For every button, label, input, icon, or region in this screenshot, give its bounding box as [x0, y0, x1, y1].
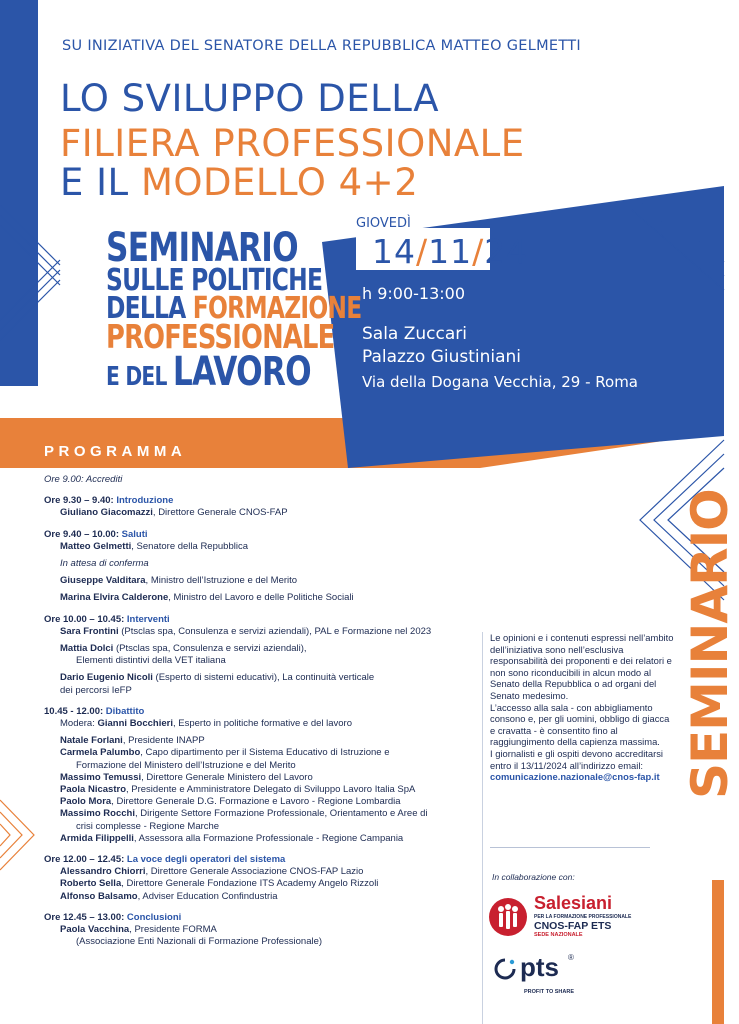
speaker-role: , Ministro del Lavoro e delle Politiche Sociali [168, 592, 354, 604]
left-blue-band [0, 0, 38, 386]
salesiani-wordmark: Salesiani [534, 893, 613, 913]
venue-room: Sala Zuccari [362, 324, 467, 344]
accreditation-text: I giornalisti e gli ospiti devono accreditarsi entro il 13/11/2024 all’indirizzo email: [490, 747, 664, 771]
speaker-name: Paola Nicastro [60, 784, 126, 796]
block-time: Ore 9.40 – 10.00: [44, 528, 122, 540]
block-time: 10.45 - 12.00: [44, 705, 106, 717]
seminar-line-5-a: E DEL [106, 362, 173, 392]
speaker-role-cont: Formazione del Ministero dell’Istruzione e del Merito [76, 759, 296, 771]
date-month: 11 [428, 232, 473, 271]
block-time: Ore 12.45 – 13.00: [44, 911, 127, 923]
vertical-seminario: SEMINARIO [681, 489, 739, 799]
speaker-role: , Senatore della Repubblica [131, 540, 248, 552]
date-slash-1: / [416, 232, 429, 271]
venue-address: Via della Dogana Vecchia, 29 - Roma [362, 373, 638, 391]
moderator-label: Modera: [60, 718, 98, 730]
date-year: 24 [484, 232, 529, 271]
pts-tagline: PROFIT TO SHARE [524, 989, 575, 995]
speaker-role: , Direttore Generale Associazione CNOS-FAP Lazio [145, 866, 364, 878]
program-block-interventi [44, 614, 474, 697]
disclaimer-text: Le opinioni e i contenuti espressi nell’ambito dell’iniziativa sono nell’esclusiva responsabilità dei proponenti e dei relatori e non sono riconducibili in alcun modo al Senato della Repubblica o ad organi del Senato medesimo. [490, 632, 674, 701]
block-topic: La voce degli operatori del sistema [126, 854, 286, 866]
speaker-role: , Assessora alla Formazione Professionale - Regione Campania [133, 832, 404, 844]
title-line-2: FILIERA PROFESSIONALE [60, 122, 525, 165]
access-text: L’accesso alla sala - con abbigliamento consono e, per gli uomini, obbligo di giacca e cravatta - è consentito fino al raggiungimento della capienza massima. [490, 701, 670, 748]
left-orange-lines [0, 800, 34, 870]
event-time: h 9:00-13:00 [362, 284, 466, 303]
program-block-dibattito [44, 706, 474, 845]
speaker-name: Massimo Rocchi [60, 808, 135, 820]
speaker-role: , Direttore Generale Ministero del Lavoro [141, 771, 313, 783]
block-time: Ore 9.30 – 9.40: [44, 495, 117, 507]
sidebar-separator [490, 847, 650, 848]
sidebar-info [490, 632, 676, 783]
sede-label: SEDE NAZIONALE [534, 932, 583, 938]
pending-confirmation: In attesa di conferma [60, 558, 149, 570]
pts-mark-icon [494, 958, 516, 980]
speaker-role: , Presidente FORMA [129, 924, 217, 936]
title-line-3-a: E IL [60, 161, 141, 204]
block-topic: Conclusioni [126, 911, 182, 923]
block-topic: Interventi [126, 613, 170, 625]
speaker-role: , Direttore Generale D.G. Formazione e Lavoro - Regione Lombardia [111, 796, 401, 808]
block-topic: Dibattito [105, 705, 145, 717]
weekday: GIOVEDÌ [356, 216, 411, 231]
seminar-line-1: SEMINARIO [106, 225, 298, 271]
pts-wordmark: pts [520, 952, 559, 982]
program-heading: PROGRAMMA [44, 443, 187, 460]
title-line-3-b: MODELLO 4+2 [140, 161, 419, 204]
initiative-line: SU INIZIATIVA DEL SENATORE DELLA REPUBBLICA MATTEO GELMETTI [62, 38, 581, 54]
seminar-line-3-a: DELLA [106, 291, 193, 326]
pts-registered: ® [568, 953, 574, 962]
speaker-role: , Presidente INAPP [122, 735, 205, 747]
speaker-role: , Direttore Generale Fondazione ITS Academy Angelo Rizzoli [121, 878, 379, 890]
speaker-role-cont: dei percorsi IeFP [60, 684, 132, 696]
block-topic: Saluti [121, 528, 148, 540]
title-line-1: LO SVILUPPO DELLA [60, 77, 440, 120]
speaker-role: , Capo dipartimento per il Sistema Educativo di Istruzione e [140, 747, 390, 759]
pts-logo [494, 954, 604, 1000]
block-time: Ore 12.00 – 12.45: [44, 854, 127, 866]
program-block-conclusioni [44, 912, 474, 949]
block-topic: Introduzione [116, 495, 174, 507]
salesiani-emblem-icon [488, 897, 528, 937]
speaker-name: Paolo Mora [60, 796, 112, 808]
seminar-line-5-b: LAVORO [172, 349, 311, 395]
speaker-name: Mattia Dolci [60, 643, 114, 655]
program-block-operatori [44, 854, 474, 903]
speaker-name: Paola Vacchina [60, 924, 130, 936]
speaker-role: , Dirigente Settore Formazione Professionale, Orientamento e Aree di [134, 808, 428, 820]
speaker-name: Carmela Palumbo [60, 747, 141, 759]
speaker-name: Natale Forlani [60, 735, 123, 747]
speaker-name: Roberto Sella [60, 878, 122, 890]
column-divider [482, 632, 483, 1024]
date-day: 14 [372, 232, 416, 271]
speaker-role: , Adviser Education Confindustria [137, 890, 278, 902]
speaker-role: (Ptsclas spa, Consulenza e servizi aziendali), PAL e Formazione nel 2023 [118, 625, 432, 637]
speaker-name: Armida Filippelli [60, 832, 134, 844]
speaker-name: Gianni Bocchieri [97, 718, 173, 730]
salesiani-subtitle: PER LA FORMAZIONE PROFESSIONALE [534, 914, 632, 920]
speaker-role: , Presidente e Amministratore Delegato di Sviluppo Lavoro Italia SpA [126, 784, 416, 796]
speaker-role-cont: (Associazione Enti Nazionali di Formazione Professionale) [76, 936, 323, 948]
speaker-name: Giuliano Giacomazzi [60, 507, 153, 519]
program-list [44, 474, 474, 958]
speaker-name: Giuseppe Valditara [60, 575, 146, 587]
program-accrediti: Ore 9.00: Accrediti [44, 474, 123, 485]
cnos-wordmark: CNOS-FAP ETS [534, 920, 612, 932]
contact-email[interactable]: comunicazione.nazionale@cnos-fap.it [490, 771, 660, 783]
program-block-saluti [44, 529, 474, 605]
speaker-name: Sara Frontini [60, 625, 119, 637]
speaker-role: , Ministro dell’Istruzione e del Merito [145, 575, 298, 587]
speaker-name: Dario Eugenio Nicoli [60, 672, 153, 684]
event-date [372, 232, 528, 271]
speaker-role: (Ptsclas spa, Consulenza e servizi aziendali), [113, 643, 307, 655]
speaker-name: Massimo Temussi [60, 771, 142, 783]
seminar-line-5 [106, 349, 311, 395]
venue-building: Palazzo Giustiniani [362, 347, 522, 367]
speaker-role-cont: crisi complesse - Regione Marche [76, 820, 220, 832]
seminar-line-3-b: FORMAZIONE [192, 291, 362, 326]
speaker-name: Matteo Gelmetti [60, 540, 132, 552]
seminar-line-2: SULLE POLITICHE [106, 263, 323, 298]
salesiani-logo [488, 893, 648, 945]
right-orange-strip [712, 880, 724, 1024]
speaker-role: , Esperto in politiche formative e del lavoro [173, 718, 353, 730]
title-line-3 [60, 161, 419, 204]
block-time: Ore 10.00 – 10.45: [44, 613, 127, 625]
speaker-name: Alfonso Balsamo [60, 890, 138, 902]
speaker-name: Marina Elvira Calderone [60, 592, 169, 604]
speaker-role: (Esperto di sistemi educativi), La continuità verticale [152, 672, 375, 684]
speaker-role: , Direttore Generale CNOS-FAP [152, 507, 288, 519]
speaker-role-cont: Elementi distintivi della VET italiana [76, 655, 226, 667]
seminar-line-4: PROFESSIONALE [106, 317, 335, 356]
date-slash-2: / [472, 232, 485, 271]
program-block-introduzione [44, 495, 474, 519]
collaboration-label: In collaborazione con: [492, 872, 575, 882]
speaker-name: Alessandro Chiorri [60, 866, 146, 878]
